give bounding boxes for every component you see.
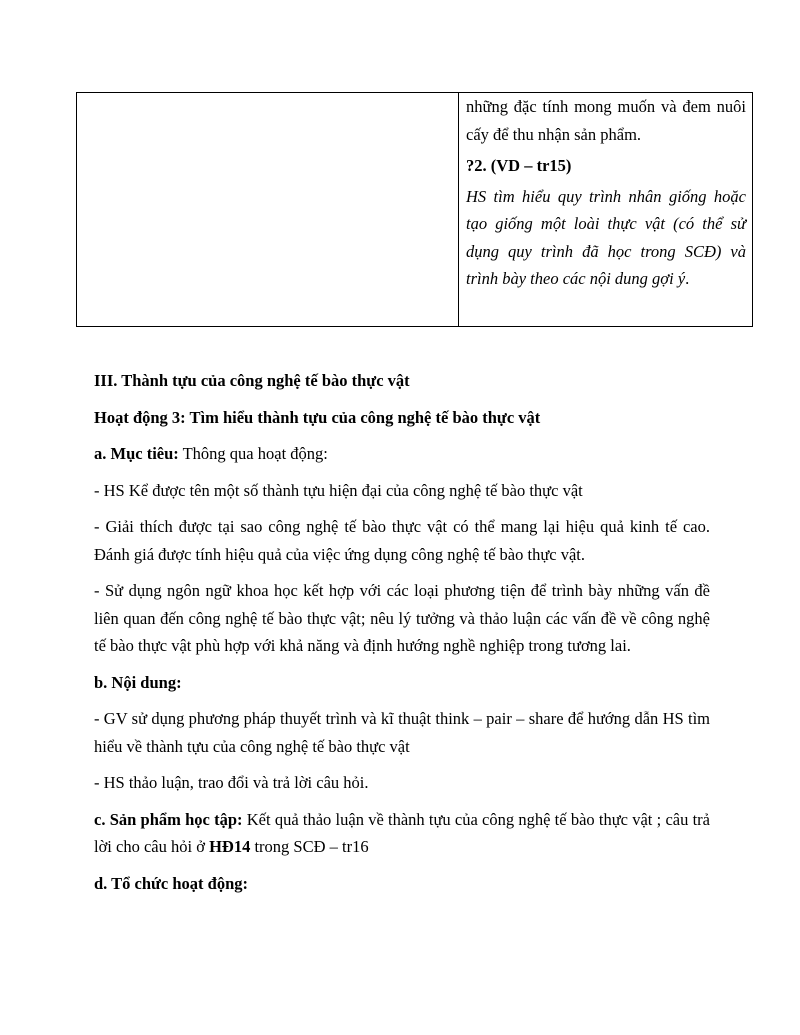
content-label: b. Nội dung: — [94, 672, 182, 692]
content-item: - GV sử dụng phương pháp thuyết trình và kĩ thuật think – pair – share để hướng dẫn HS tìm hiểu về thành tựu của công nghệ tế bào thực vật — [94, 709, 710, 756]
goal-item: - Giải thích được tại sao công nghệ tế bào thực vật có thể mang lại hiệu quả kinh tế cao. Đánh giá được tính hiệu quả của việc ứng dụng công nghệ tế bào thực vật. — [94, 517, 710, 564]
document-body — [94, 367, 710, 906]
content-item: - HS thảo luận, trao đổi và trả lời câu hỏi. — [94, 773, 369, 792]
goal-paragraph: a. Mục tiêu: Thông qua hoạt động: — [94, 444, 328, 463]
table-cell-right — [459, 93, 752, 326]
goal-item: - HS Kể được tên một số thành tựu hiện đại của công nghệ tế bào thực vật — [94, 480, 583, 500]
goal-label: a. Mục tiêu: — [94, 444, 179, 463]
product-label: c. Sản phẩm học tập: — [94, 809, 243, 829]
activity-title: Hoạt động 3: Tìm hiểu thành tựu của công nghệ tế bào thực vật — [94, 407, 541, 427]
section-heading: III. Thành tựu của công nghệ tế bào thực vật — [94, 371, 410, 390]
question-label: ?2. (VD – tr15) — [466, 156, 572, 175]
goal-item: - Sử dụng ngôn ngữ khoa học kết hợp với các loại phương tiện để trình bày những vấn đề liên quan đến công nghệ tế bào thực vật; nêu lý tưởng và thảo luận các vấn đề về công nghệ tế bào thực vật phù hợp với khả năng và định hướng nghề nghiệp trong tương lai. — [94, 581, 710, 655]
organize-label: d. Tổ chức hoạt động: — [94, 873, 249, 893]
question-text: HS tìm hiểu quy trình nhân giống hoặc tạo giống một loài thực vật (có thể sử dụng quy trình đã học trong SCĐ) và trình bày theo các nội dung gợi ý. — [466, 186, 746, 288]
product-ref: HĐ14 — [209, 837, 251, 856]
table-cell-text: những đặc tính mong muốn và đem nuôi cấy để thu nhận sản phẩm. — [466, 97, 746, 144]
table-cell-left — [77, 93, 459, 326]
content-table — [76, 92, 753, 327]
product-paragraph: c. Sản phẩm học tập: Kết quả thảo luận về thành tựu của công nghệ tế bào thực vật ; câu trả lời cho câu hỏi ở HĐ14 trong SCĐ – tr16 — [94, 809, 710, 856]
